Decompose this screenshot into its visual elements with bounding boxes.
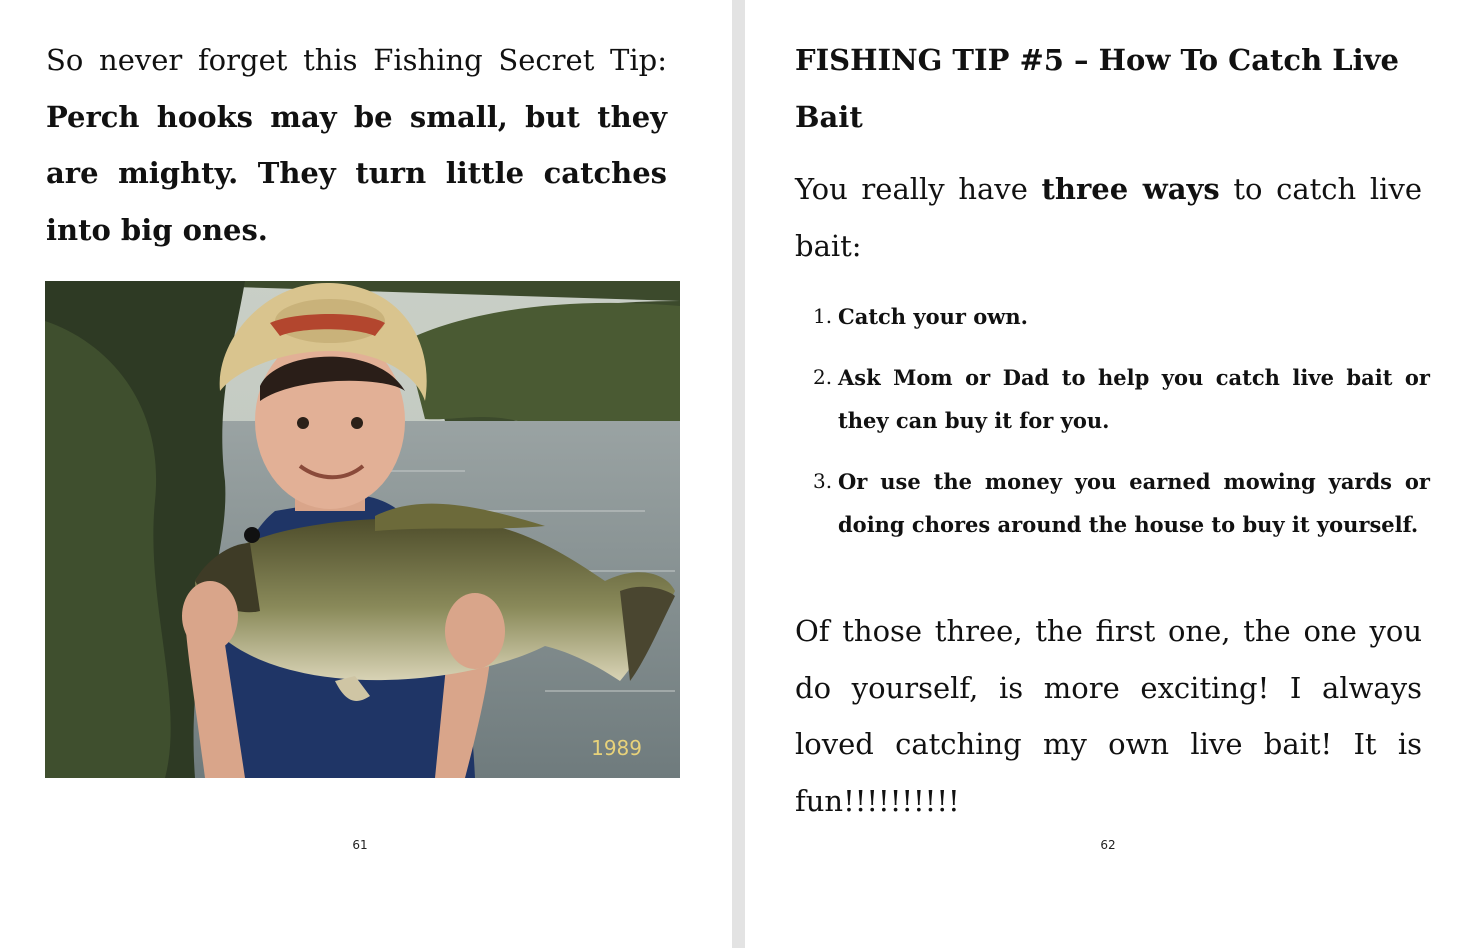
page-number: 62 [1100,838,1116,852]
list-item [813,295,1430,339]
intro-text-after: to catch live bait: [795,172,1422,263]
list-item-number: 1. [813,304,833,328]
list-item-number: 3. [813,468,833,493]
intro-bold-text: three ways [1041,172,1220,206]
list-item-text: Catch your own. [838,304,1028,329]
boy-with-bass-illustration [45,281,680,778]
tip-bold-text: Perch hooks may be small, but they are mighty. They turn little catches into big ones. [46,99,667,247]
page-gutter [732,0,745,948]
page-number: 61 [352,838,368,852]
bait-methods-list [813,295,1430,564]
list-item [813,356,1430,443]
list-item-text: Or use the money you earned mowing yards or doing chores around the house to buy it yourself. [838,468,1430,537]
tip-paragraph [46,32,667,258]
right-page [745,0,1476,948]
closing-paragraph: Of those three, the first one, the one you do yourself, is more exciting! I always loved catching my own live bait! It is fun!!!!!!!!!! [795,614,1422,818]
photo-year-stamp: 1989 [591,736,642,760]
intro-text-before: You really have [795,172,1042,206]
intro-paragraph [795,161,1422,274]
fishing-photo [45,281,680,778]
list-item [813,460,1430,547]
tip-intro: So never forget this Fishing Secret Tip: [46,43,667,77]
list-item-number: 2. [813,364,833,389]
list-item-text: Ask Mom or Dad to help you catch live bait or they can buy it for you. [838,364,1430,433]
tip-heading: FISHING TIP #5 – How To Catch Live Bait [795,43,1399,134]
left-page [0,0,732,948]
